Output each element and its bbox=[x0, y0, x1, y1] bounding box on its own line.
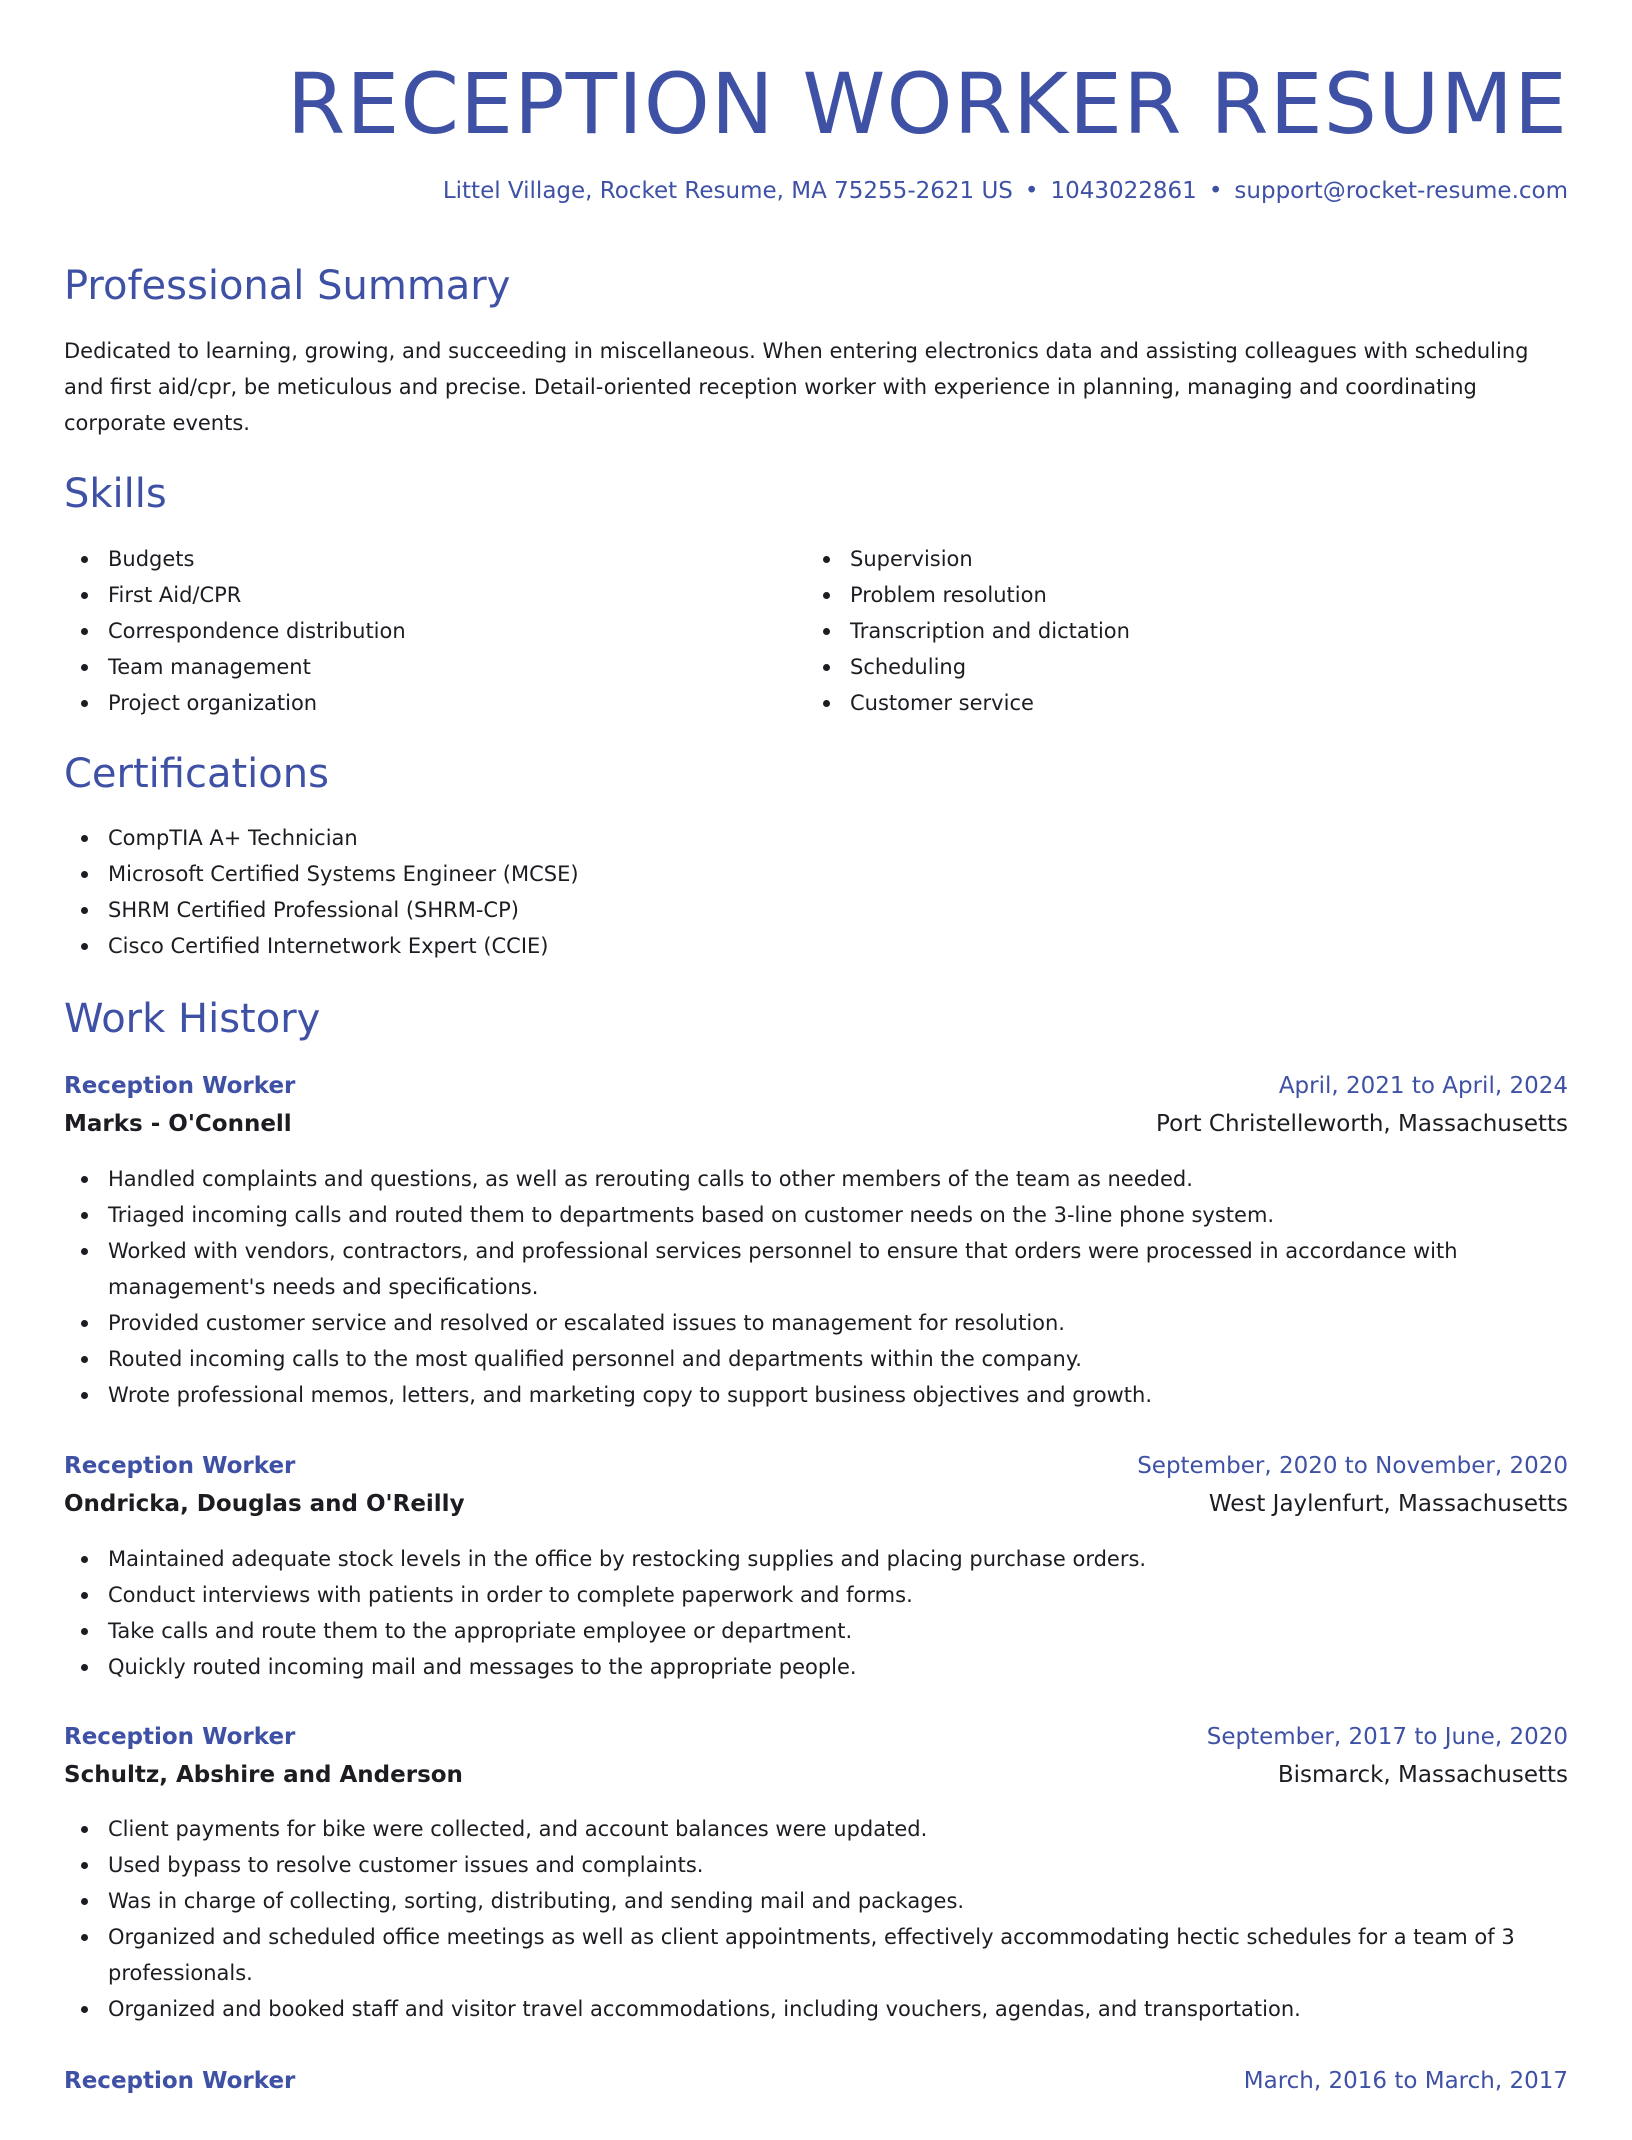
job-company: Schultz, Abshire and Anderson bbox=[64, 1762, 463, 1788]
job-dates: March, 2016 to March, 2017 bbox=[1243, 2068, 1568, 2094]
certifications-heading: Certifications bbox=[64, 751, 329, 797]
list-item: Maintained adequate stock levels in the office by restocking supplies and placing purchase orders. bbox=[64, 1541, 1568, 1577]
list-item: Problem resolution bbox=[806, 577, 1506, 613]
list-item: Scheduling bbox=[806, 649, 1506, 685]
skills-heading: Skills bbox=[64, 471, 167, 517]
job-header bbox=[64, 1069, 1568, 1145]
list-item: Conduct interviews with patients in order to complete paperwork and forms. bbox=[64, 1577, 1568, 1613]
list-item: Cisco Certified Internetwork Expert (CCIE) bbox=[64, 928, 1568, 964]
job-bullets bbox=[64, 1161, 1568, 1413]
list-item: Handled complaints and questions, as well as rerouting calls to other members of the team as needed. bbox=[64, 1161, 1568, 1197]
job-bullets bbox=[64, 1541, 1568, 1685]
summary-text: Dedicated to learning, growing, and succeeding in miscellaneous. When entering electronics data and assisting colleagues with scheduling and first aid/cpr, be meticulous and precise. Detail-oriented reception worker with experience in planning, managing and coordinating corporate events. bbox=[64, 339, 1529, 435]
contact-line bbox=[443, 178, 1568, 204]
job-title: Reception Worker bbox=[64, 2068, 296, 2094]
job-title: Reception Worker bbox=[64, 1724, 296, 1750]
contact-email[interactable]: support@rocket-resume.com bbox=[1234, 178, 1568, 204]
contact-separator: • bbox=[1024, 178, 1039, 204]
list-item: Customer service bbox=[806, 685, 1506, 721]
list-item: Was in charge of collecting, sorting, distributing, and sending mail and packages. bbox=[64, 1883, 1568, 1919]
job-dates: September, 2017 to June, 2020 bbox=[1206, 1724, 1568, 1750]
job-header bbox=[64, 1720, 1568, 1796]
list-item: Project organization bbox=[64, 685, 764, 721]
summary-heading: Professional Summary bbox=[64, 263, 511, 309]
list-item: Client payments for bike were collected, and account balances were updated. bbox=[64, 1811, 1568, 1847]
list-item: Take calls and route them to the appropriate employee or department. bbox=[64, 1613, 1568, 1649]
job-header bbox=[64, 1449, 1568, 1525]
list-item: Used bypass to resolve customer issues and complaints. bbox=[64, 1847, 1568, 1883]
list-item: Team management bbox=[64, 649, 764, 685]
contact-separator: • bbox=[1208, 178, 1223, 204]
list-item: Budgets bbox=[64, 541, 764, 577]
work-history-heading: Work History bbox=[64, 996, 321, 1042]
job-title: Reception Worker bbox=[64, 1453, 296, 1479]
job-location: Port Christelleworth, Massachusetts bbox=[1156, 1111, 1568, 1137]
job-dates: April, 2021 to April, 2024 bbox=[1278, 1073, 1568, 1099]
list-item: Provided customer service and resolved or escalated issues to management for resolution. bbox=[64, 1305, 1568, 1341]
contact-address: Littel Village, Rocket Resume, MA 75255-2621 US bbox=[442, 178, 1013, 204]
job-location: West Jaylenfurt, Massachusetts bbox=[1208, 1491, 1568, 1517]
job-company: Ondricka, Douglas and O'Reilly bbox=[64, 1491, 465, 1517]
list-item: Triaged incoming calls and routed them to departments based on customer needs on the 3-line phone system. bbox=[64, 1197, 1568, 1233]
job-bullets bbox=[64, 1811, 1568, 2027]
job-header bbox=[64, 2064, 1568, 2140]
list-item: Supervision bbox=[806, 541, 1506, 577]
job-location: Bismarck, Massachusetts bbox=[1277, 1762, 1568, 1788]
certifications-list bbox=[64, 820, 1568, 964]
skills-list-left bbox=[64, 541, 764, 721]
list-item: Organized and booked staff and visitor travel accommodations, including vouchers, agendas, and transportation. bbox=[64, 1991, 1568, 2027]
list-item: Wrote professional memos, letters, and marketing copy to support business objectives and growth. bbox=[64, 1377, 1568, 1413]
list-item: Microsoft Certified Systems Engineer (MCSE) bbox=[64, 856, 1568, 892]
list-item: SHRM Certified Professional (SHRM-CP) bbox=[64, 892, 1568, 928]
skills-list-right bbox=[806, 541, 1506, 721]
list-item: Routed incoming calls to the most qualified personnel and departments within the company. bbox=[64, 1341, 1568, 1377]
job-company: Marks - O'Connell bbox=[64, 1111, 292, 1137]
contact-phone: 1043022861 bbox=[1050, 178, 1197, 204]
list-item: Quickly routed incoming mail and messages to the appropriate people. bbox=[64, 1649, 1568, 1685]
list-item: First Aid/CPR bbox=[64, 577, 764, 613]
list-item: Worked with vendors, contractors, and professional services personnel to ensure that orders were processed in accordance with management's needs and specifications. bbox=[64, 1233, 1568, 1305]
job-dates: September, 2020 to November, 2020 bbox=[1137, 1453, 1568, 1479]
list-item: Transcription and dictation bbox=[806, 613, 1506, 649]
job-title: Reception Worker bbox=[64, 1073, 296, 1099]
resume-title: RECEPTION WORKER RESUME bbox=[286, 55, 1568, 153]
list-item: CompTIA A+ Technician bbox=[64, 820, 1568, 856]
list-item: Organized and scheduled office meetings as well as client appointments, effectively accommodating hectic schedules for a team of 3 professionals. bbox=[64, 1919, 1568, 1991]
list-item: Correspondence distribution bbox=[64, 613, 764, 649]
